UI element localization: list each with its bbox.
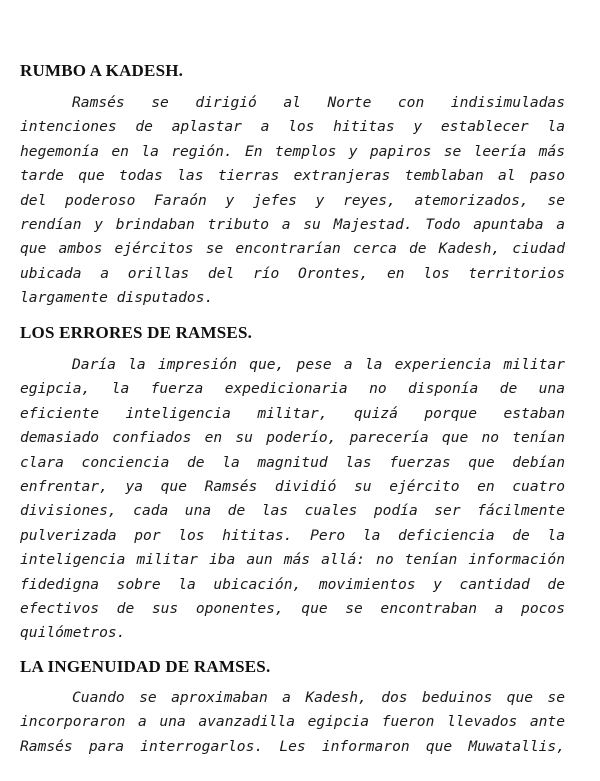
section-heading: LOS ERRORES DE RAMSES. (20, 323, 253, 342)
text-line: Ramsés para interrogarlos. Les informaron que Muwatallis, (20, 737, 565, 755)
text-line: tarde que todas las tierras extranjeras temblaban al paso (20, 167, 565, 185)
text-line: eficiente inteligencia militar, quizá porque estaban (20, 404, 565, 422)
text-line: hegemonía en la región. En templos y papiros se leería más (20, 142, 565, 160)
text-line: demasiado confiados en su poderío, parecería que no tenían (20, 429, 565, 447)
text-line: quilómetros. (20, 624, 126, 642)
text-line: Daría la impresión que, pese a la experiencia militar (72, 356, 565, 373)
text-line: que ambos ejércitos se encontrarían cerca de Kadesh, ciudad (20, 240, 565, 258)
text-line: efectivos de sus oponentes, que se encontraban a pocos (20, 599, 565, 617)
text-line: fidedigna sobre la ubicación, movimientos y cantidad de (20, 575, 565, 593)
text-line: incorporaron a una avanzadilla egipcia fueron llevados ante (20, 713, 565, 731)
text-line: divisiones, cada una de las cuales podía ser fácilmente (20, 502, 565, 520)
text-line: pulverizada por los hititas. Pero la deficiencia de la (20, 526, 565, 544)
text-line: ubicada a orillas del río Orontes, en los territorios (20, 264, 565, 282)
section-paragraph (20, 686, 565, 759)
text-line: inteligencia militar iba aun más allá: no tenían información (20, 551, 565, 569)
text-line: clara conciencia de la magnitud las fuerzas que debían (20, 453, 565, 471)
text-line: Ramsés se dirigió al Norte con indisimuladas (72, 94, 565, 111)
text-line: intenciones de aplastar a los hititas y establecer la (20, 118, 565, 136)
text-line: largamente disputados. (20, 289, 214, 307)
section-paragraph (20, 353, 565, 646)
text-line: Cuando se aproximaban a Kadesh, dos beduinos que se (72, 689, 565, 706)
section-heading: LA INGENUIDAD DE RAMSES. (20, 657, 271, 676)
section-heading: RUMBO A KADESH. (20, 61, 184, 80)
section-paragraph (20, 91, 565, 311)
text-line: del poderoso Faraón y jefes y reyes, atemorizados, se (20, 191, 565, 209)
text-line: egipcia, la fuerza expedicionaria no disponía de una (20, 380, 565, 398)
text-line: rendían y brindaban tributo a su Majestad. Todo apuntaba a (20, 215, 565, 233)
text-line: enfrentar, ya que Ramsés dividió su ejército en cuatro (20, 477, 565, 495)
